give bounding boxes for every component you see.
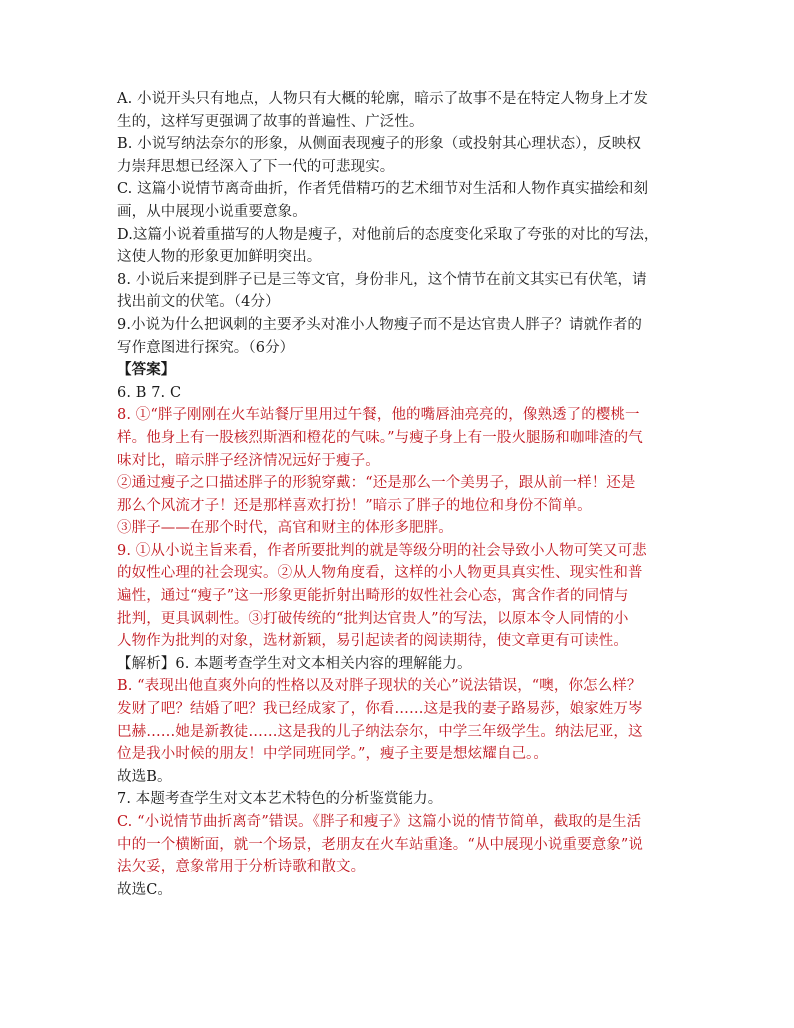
option-b-line-2: 力崇拜思想已经深入了下一代的可悲现实。 [117,158,395,175]
analysis-6-conclusion: 故选B。 [117,768,172,785]
analysis-6-line-2: 发财了吧？结婚了吧？我已经成家了，你看……这是我的妻子路易莎，娘家姓万岑 [117,701,643,718]
answer-8-line-4: ②通过瘦子之口描述胖子的形貌穿戴：“还是那么一个美男子，跟从前一样！还是 [117,475,636,492]
answer-8-line-2: 样。他身上有一股核烈斯酒和橙花的气味。”与瘦子身上有一股火腿肠和咖啡渣的气 [117,429,643,446]
analysis-7-line-2: 中的一个横断面，就一个场景，老朋友在火车站重逢。“从中展现小说重要意象”说 [117,836,644,853]
answer-9-line-5: 人物作为批判的对象，选材新颖，易引起读者的阅读期待，使文章更有可读性。 [117,633,628,650]
question-8-line-2: 找出前文的伏笔。（4分） [117,294,280,311]
analysis-7-conclusion: 故选C。 [117,881,172,898]
analysis-7-heading: 7. 本题考查学生对文本艺术特色的分析鉴赏能力。 [117,791,443,808]
answer-8-line-3: 味对比，暗示胖子经济情况远好于瘦子。 [117,452,380,469]
answer-9-line-3: 遍性，通过“瘦子”这一形象更能折射出畸形的奴性社会心态，寓含作者的同情与 [117,588,629,605]
answer-choices: 6. B 7. C [117,384,182,401]
option-d-line-1: D.这篇小说着重描写的人物是瘦子，对他前后的态度变化采取了夸张的对比的写法， [117,226,659,243]
analysis-6-line-4: 位是我小时候的朋友！中学同班同学。”，瘦子主要是想炫耀自己。。 [117,746,549,763]
option-c-line-1: C. 这篇小说情节离奇曲折，作者凭借精巧的艺术细节对生活和人物作真实描绘和刻 [117,181,649,198]
analysis-6-line-1: B. “表现出他直爽外向的性格以及对胖子现状的关心”说法错误，“噢，你怎么样？ [117,678,642,695]
answer-9-line-1: 9. ①从小说主旨来看，作者所要批判的就是等级分明的社会导致小人物可笑又可悲 [117,542,647,559]
option-d-line-2: 这使人物的形象更加鲜明突出。 [117,249,322,266]
option-b-line-1: B. 小说写纳法奈尔的形象，从侧面表现瘦子的形象（或投射其心理状态），反映权 [117,136,641,153]
analysis-6-line-3: 巴赫……她是新教徒……这是我的儿子纳法奈尔，中学三年级学生。纳法尼亚，这 [117,723,643,740]
analysis-7-line-1: C. “小说情节曲折离奇”错误。《胖子和瘦子》这篇小说的情节简单，截取的是生活 [117,814,642,830]
answer-9-line-4: 批判，更具讽刺性。③打破传统的“批判达官贵人”的写法，以原本令人同情的小 [117,610,629,627]
analysis-7-line-3: 法欠妥，意象常用于分析诗歌和散文。 [117,859,366,876]
question-9-line-2: 写作意图进行探究。（6分） [117,339,295,356]
question-9-line-1: 9.小说为什么把讽刺的主要矛头对准小人物瘦子而不是达官贵人胖子？请就作者的 [117,316,643,333]
answer-8-line-6: ③胖子——在那个时代，高官和财主的体形多肥胖。 [117,520,453,537]
answer-heading: 【答案】 [117,361,176,379]
question-8-line-1: 8. 小说后来提到胖子已是三等文官，身份非凡，这个情节在前文其实已有伏笔，请 [117,271,647,288]
analysis-heading: 【解析】6. 本题考查学生对文本相关内容的理解能力。 [117,655,472,672]
document-body [117,88,677,901]
answer-9-line-2: 的奴性心理的社会现实。②从人物角度看，这样的小人物更具真实性、现实性和普 [117,565,643,582]
option-c-line-2: 画，从中展现小说重要意象。 [117,203,307,220]
answer-8-line-1: 8. ①“胖子刚刚在火车站餐厅里用过午餐，他的嘴唇油亮亮的，像熟透了的樱桃一 [117,407,640,424]
answer-8-line-5: 那么个风流才子！还是那样喜欢打扮！”暗示了胖子的地位和身份不简单。 [117,497,592,514]
option-a-line-1: A. 小说开头只有地点，人物只有大概的轮廓，暗示了故事不是在特定人物身上才发 [117,91,648,107]
option-a-line-2: 生的，这样写更强调了故事的普遍性、广泛性。 [117,113,424,130]
